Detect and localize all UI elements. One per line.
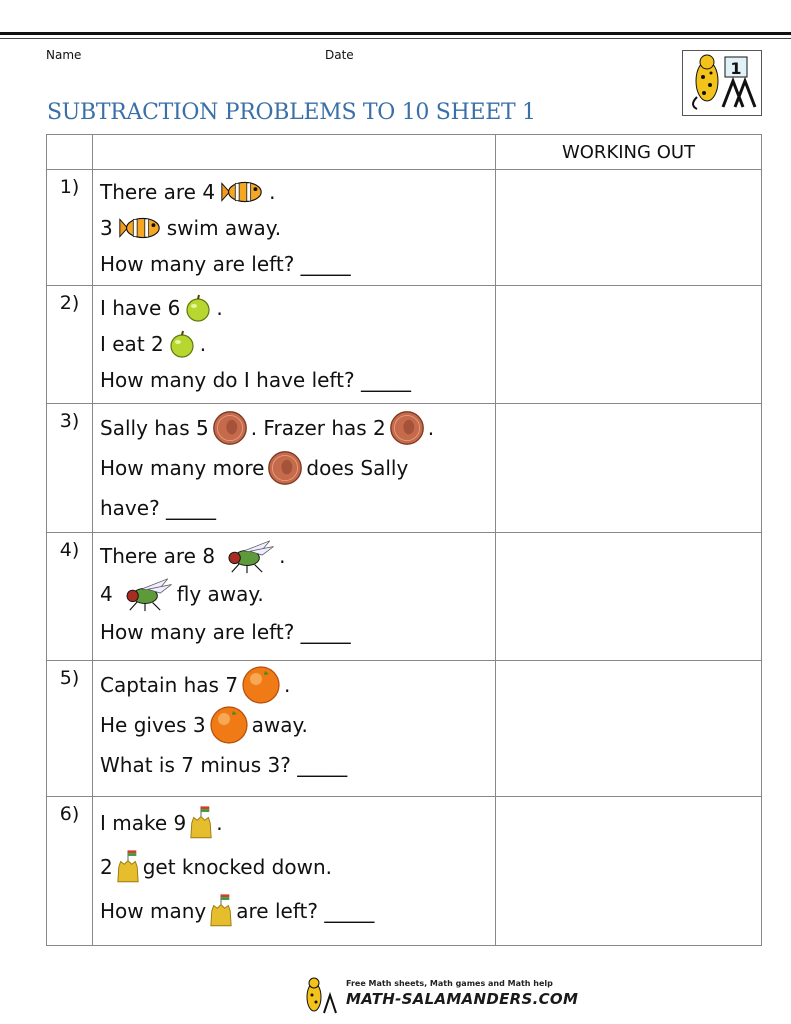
text: Captain has 7 (100, 673, 239, 697)
text: . (269, 180, 276, 204)
problem-text (93, 170, 496, 286)
problem-number: 4) (47, 533, 93, 661)
table-row (47, 533, 762, 661)
text: There are 4 (100, 180, 216, 204)
text: get knocked down. (142, 855, 332, 879)
question-line: What is 7 minus 3? _____ (100, 753, 348, 777)
page-title: SUBTRACTION PROBLEMS TO 10 SHEET 1 (47, 100, 536, 125)
problem-text (93, 286, 496, 404)
table-row (47, 170, 762, 286)
working-out-cell[interactable] (496, 170, 762, 286)
date-label: Date (325, 48, 354, 62)
fly-icon (218, 537, 276, 575)
logo-badge: 1 (730, 59, 742, 78)
question-line: have? _____ (100, 496, 217, 520)
penny-icon (389, 410, 425, 446)
problem-number: 1) (47, 170, 93, 286)
text: I eat 2 (100, 332, 164, 356)
text: He gives 3 (100, 713, 206, 737)
text: . (279, 544, 286, 568)
problem-number: 6) (47, 797, 93, 946)
text: . (284, 673, 291, 697)
table-row (47, 404, 762, 533)
text: . (216, 296, 223, 320)
text: I make 9 (100, 811, 187, 835)
sandcastle-icon (189, 804, 213, 842)
text: How many (100, 899, 207, 923)
footer-tagline: Free Math sheets, Math games and Math help (346, 979, 553, 988)
text: does Sally (306, 456, 409, 480)
sandcastle-icon (209, 892, 233, 930)
table-row (47, 797, 762, 946)
problem-number: 2) (47, 286, 93, 404)
problem-number: 5) (47, 661, 93, 797)
salamander-icon (300, 975, 340, 1015)
header-blank-num (47, 135, 93, 170)
question-line: How many do I have left? _____ (100, 368, 411, 392)
table-row (47, 661, 762, 797)
top-rule (0, 32, 791, 35)
text: How many more (100, 456, 265, 480)
problem-text (93, 533, 496, 661)
name-label: Name (46, 48, 82, 62)
apple-icon (167, 329, 197, 359)
penny-icon (267, 450, 303, 486)
table-row (47, 286, 762, 404)
problem-text (93, 404, 496, 533)
working-out-header: WORKING OUT (496, 135, 762, 170)
top-rule-thin (0, 38, 791, 39)
problems-table (46, 134, 762, 946)
clownfish-icon (116, 215, 164, 241)
text: . Frazer has 2 (250, 416, 386, 440)
question-line: How many are left? _____ (100, 620, 351, 644)
clownfish-icon (218, 179, 266, 205)
text: away. (251, 713, 308, 737)
penny-icon (212, 410, 248, 446)
text: 4 (100, 582, 113, 606)
problem-text (93, 661, 496, 797)
working-out-cell[interactable] (496, 404, 762, 533)
working-out-cell[interactable] (496, 286, 762, 404)
text: . (427, 416, 435, 440)
salamander-logo (682, 50, 762, 116)
text: There are 8 (100, 544, 216, 568)
header-row (47, 135, 762, 170)
problem-text (93, 797, 496, 946)
working-out-cell[interactable] (496, 533, 762, 661)
text: . (199, 332, 207, 356)
header-blank-question (93, 135, 496, 170)
text: I have 6 (100, 296, 181, 320)
text: . (216, 811, 223, 835)
footer-logo[interactable] (300, 975, 579, 1015)
text: swim away. (166, 216, 282, 240)
apple-icon (183, 293, 213, 323)
orange-icon (209, 705, 249, 745)
text: fly away. (176, 582, 264, 606)
text: 3 (100, 216, 113, 240)
question-line: How many are left? _____ (100, 252, 351, 276)
fly-icon (116, 575, 174, 613)
text: are left? _____ (236, 899, 375, 923)
text: Sally has 5 (100, 416, 209, 440)
sandcastle-icon (116, 848, 140, 886)
problem-number: 3) (47, 404, 93, 533)
orange-icon (241, 665, 281, 705)
working-out-cell[interactable] (496, 797, 762, 946)
footer-site: MATH-SALAMANDERS.COM (346, 990, 579, 1008)
text: 2 (100, 855, 113, 879)
working-out-cell[interactable] (496, 661, 762, 797)
